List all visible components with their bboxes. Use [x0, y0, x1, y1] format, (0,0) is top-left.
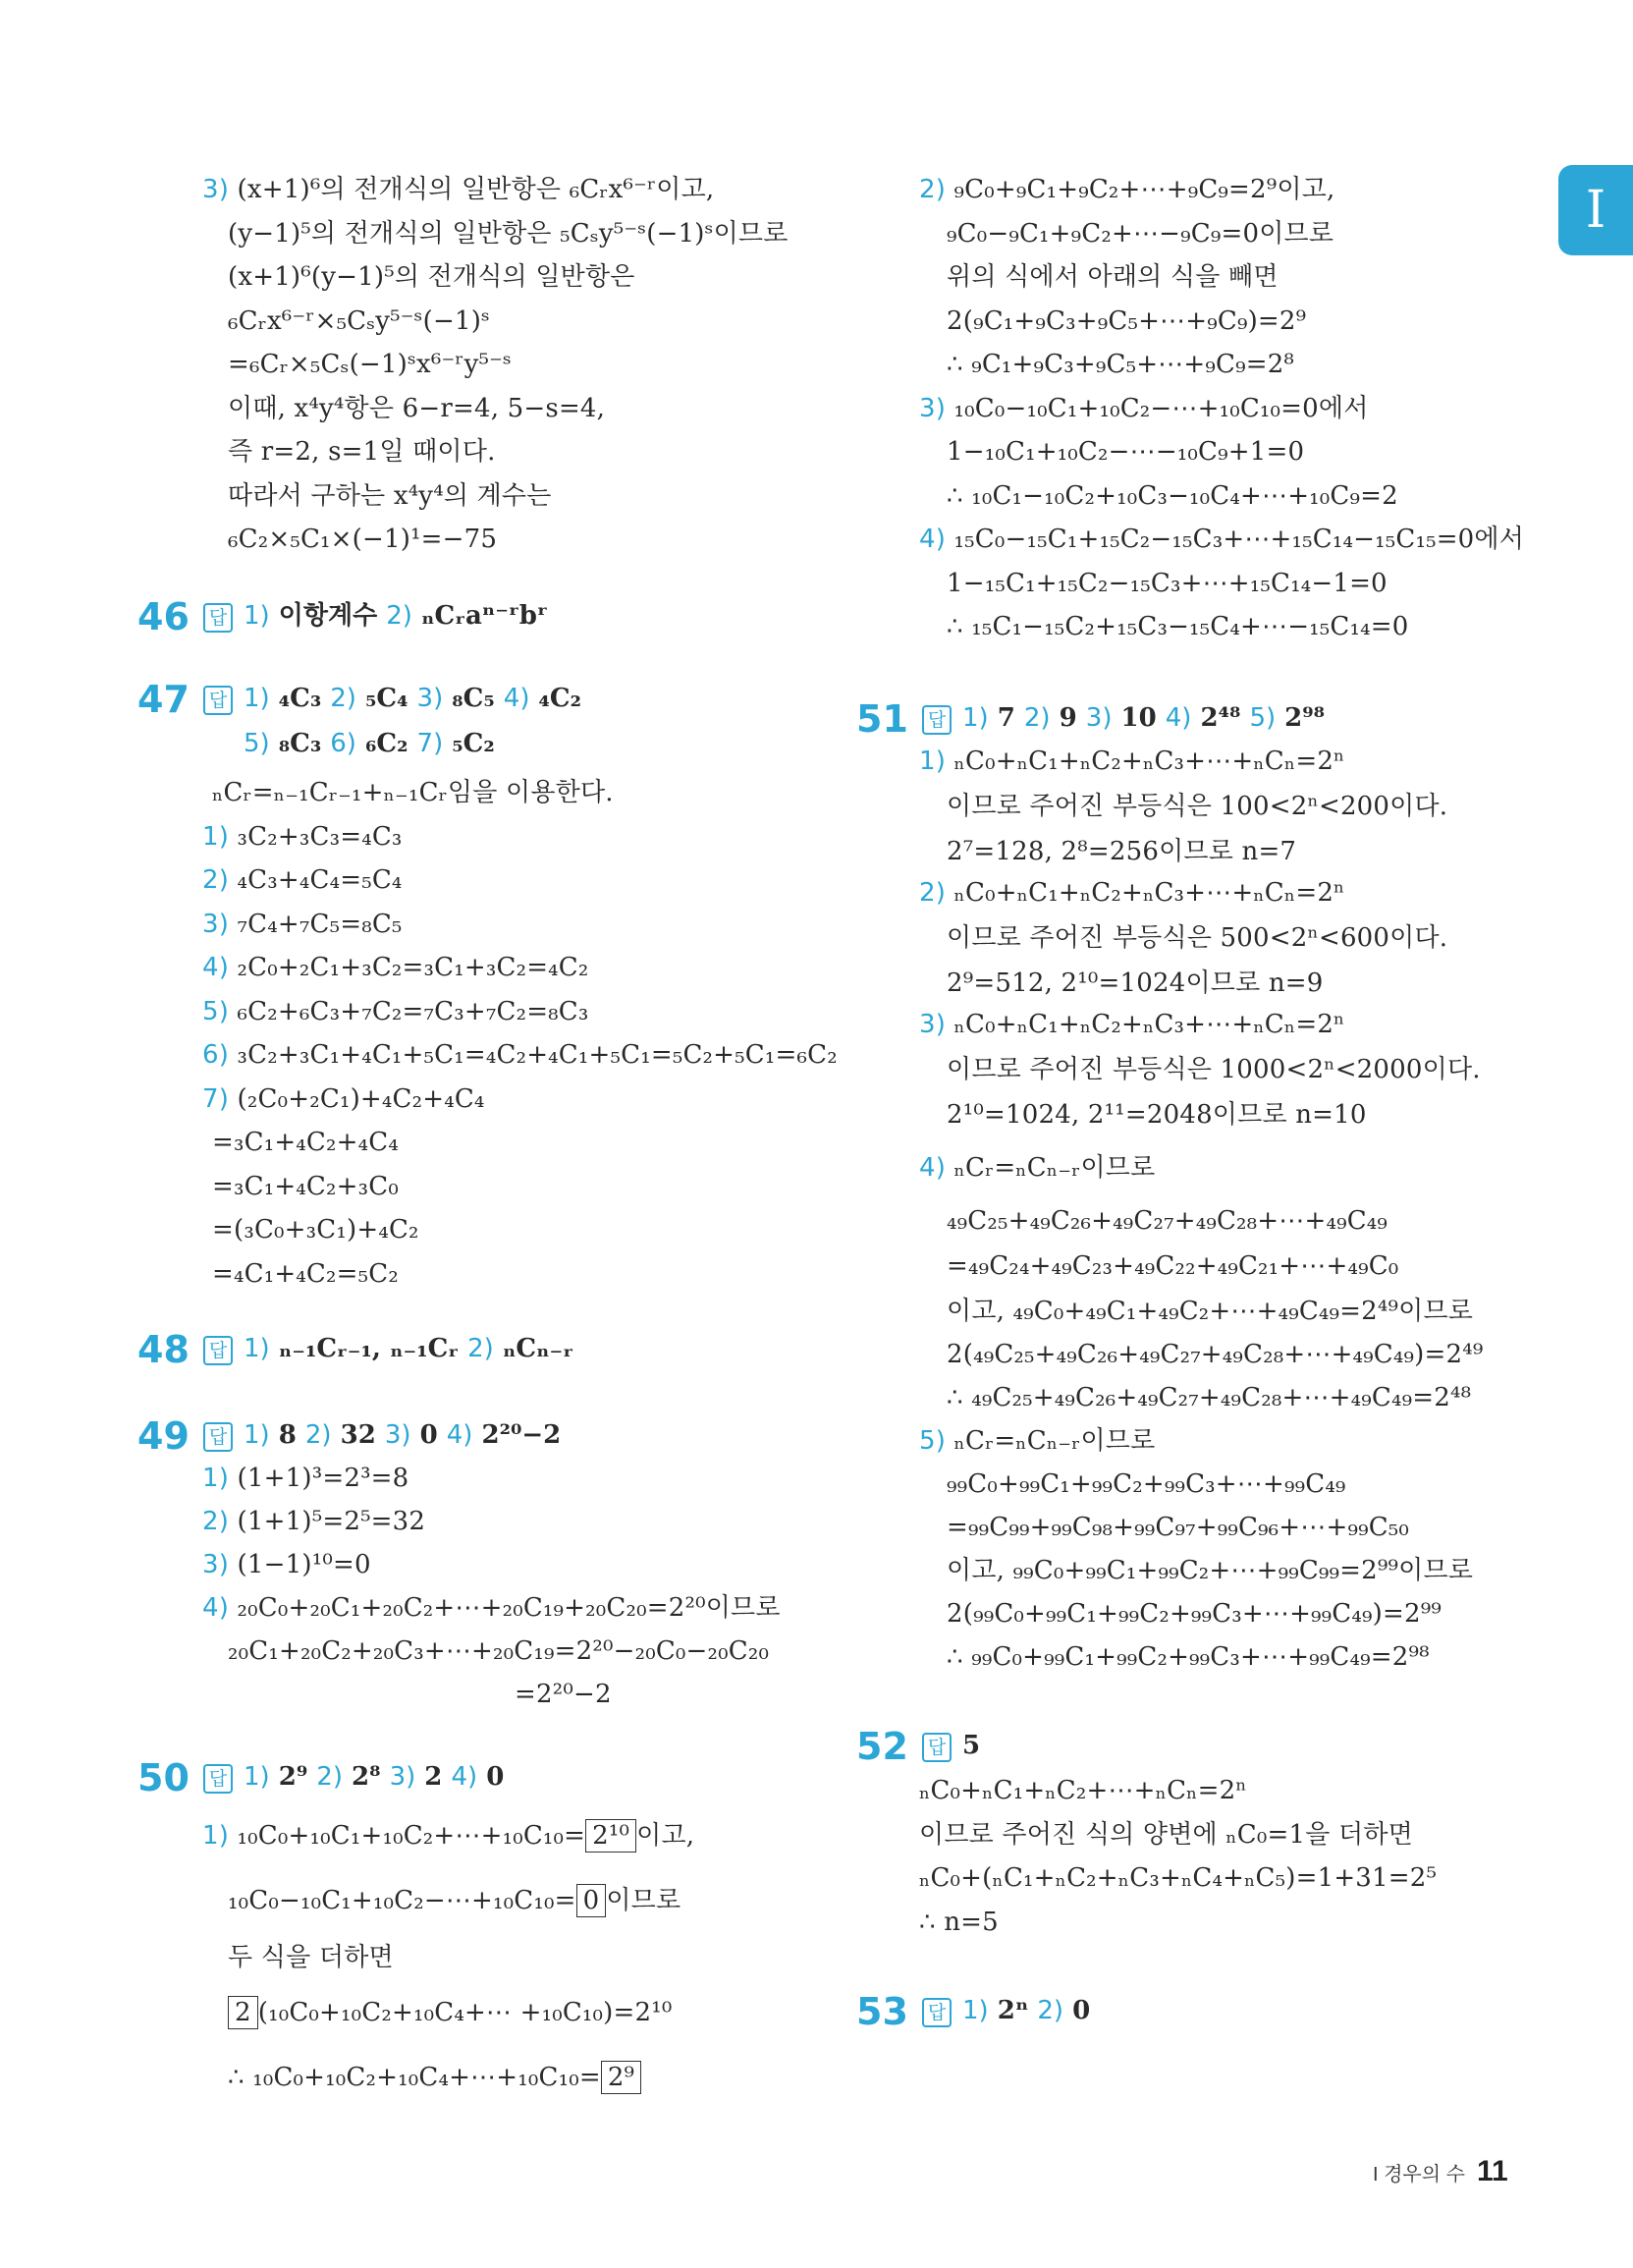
- math-text: ₆C₂×₅C₁×(−1)¹=−75: [228, 525, 498, 554]
- chapter-tab-label: I: [1585, 181, 1606, 240]
- math-text: ₂₀C₁+₂₀C₂+₂₀C₃+⋯+₂₀C₁₉=2²⁰−₂₀C₀−₂₀C₂₀: [228, 1636, 770, 1666]
- math-text: 2(₉C₁+₉C₃+₉C₅+⋯+₉C₉)=2⁹: [947, 305, 1307, 336]
- answer-box: 2¹⁰: [585, 1819, 636, 1853]
- solution-line: [947, 567, 1388, 600]
- subproblem-label: 5): [919, 1426, 947, 1456]
- subproblem-label: 1): [244, 1420, 270, 1450]
- subproblem-label: 3): [384, 1420, 411, 1450]
- solution-line: [919, 1424, 1155, 1458]
- answer-value: ₅C₂: [443, 729, 495, 758]
- answer-badge: 답: [203, 686, 233, 715]
- math-text: (1+1)⁵=2⁵=32: [229, 1507, 426, 1536]
- answer-value: 7: [988, 703, 1024, 733]
- subproblem-label: 4): [919, 525, 947, 554]
- answer-value: 2⁹: [269, 1762, 317, 1792]
- math-text: ₙCᵣ=ₙCₙ₋ᵣ이므로: [946, 1426, 1156, 1456]
- solution-line: [212, 1257, 399, 1291]
- answer-value: ₈C₅: [443, 684, 504, 713]
- math-text: 즉 r=2, s=1일 때이다.: [228, 437, 496, 467]
- math-text: ₃C₂+₃C₃=₄C₃: [229, 821, 403, 852]
- solution-line: [202, 173, 714, 206]
- answer-value: 2ⁿ: [988, 1996, 1038, 2025]
- answer-value: ₈C₃: [269, 729, 331, 758]
- math-text: ∴ ₁₀C₀+₁₀C₂+₁₀C₄+⋯+₁₀C₁₀=: [228, 2063, 601, 2092]
- answer-line: [244, 599, 548, 633]
- solution-line: [947, 479, 1398, 513]
- math-text: 2⁷=128, 2⁸=256이므로 n=7: [947, 837, 1297, 866]
- answer-value: 이항계수: [269, 601, 387, 631]
- math-text: 2¹⁰=1024, 2¹¹=2048이므로 n=10: [947, 1100, 1367, 1130]
- solution-line: [919, 1008, 1345, 1041]
- solution-line: [202, 820, 403, 854]
- answer-value: 0: [1063, 1996, 1091, 2025]
- solution-line: [947, 1554, 1473, 1587]
- subproblem-label: 1): [962, 703, 989, 733]
- math-text: =₄C₁+₄C₂=₅C₂: [212, 1258, 399, 1289]
- page-number: 11: [1476, 2155, 1508, 2187]
- solution-line: [202, 1082, 485, 1116]
- solution-line: [947, 790, 1447, 823]
- page-footer: [1373, 2155, 1508, 2188]
- math-text: ₉₉C₀+₉₉C₁+₉₉C₂+₉₉C₃+⋯+₉₉C₄₉: [947, 1469, 1346, 1499]
- math-text: =2²⁰−2: [515, 1680, 612, 1709]
- solution-line: [919, 1818, 1413, 1852]
- p50-line-1: [202, 1819, 694, 1853]
- solution-line: [947, 1295, 1473, 1328]
- problem-number-51: 51: [856, 697, 908, 741]
- footer-chapter: I 경우의 수: [1373, 2164, 1465, 2185]
- solution-line: [202, 1462, 408, 1495]
- answer-value: ₅C₄: [355, 684, 417, 713]
- math-text: 따라서 구하는 x⁴y⁴의 계수는: [228, 480, 552, 511]
- math-text: =₃C₁+₄C₂+₄C₄: [212, 1128, 399, 1157]
- solution-line: [228, 523, 497, 556]
- subproblem-label: 4): [451, 1762, 478, 1792]
- subproblem-label: 2): [330, 684, 356, 713]
- solution-line: [947, 835, 1296, 868]
- solution-line: [947, 348, 1294, 381]
- math-text: 1−₁₀C₁+₁₀C₂−⋯−₁₀C₉+1=0: [947, 437, 1305, 467]
- math-text: (1−1)¹⁰=0: [229, 1550, 371, 1579]
- solution-line: [202, 1038, 838, 1072]
- answer-line: [244, 682, 581, 715]
- answer-badge: 답: [922, 705, 952, 735]
- math-text: 위의 식에서 아래의 식을 빼면: [947, 262, 1279, 292]
- subproblem-label: 6): [330, 729, 356, 758]
- subproblem-label: 2): [1037, 1996, 1064, 2025]
- subproblem-label: 7): [416, 729, 444, 758]
- math-text: (₁₀C₀+₁₀C₂+₁₀C₄+⋯ +₁₀C₁₀)=2¹⁰: [257, 1998, 673, 2027]
- math-text: 이고, ₉₉C₀+₉₉C₁+₉₉C₂+⋯+₉₉C₉₉=2⁹⁹이므로: [947, 1556, 1474, 1585]
- math-text: ₉C₀+₉C₁+₉C₂+⋯+₉C₉=2⁹이고,: [946, 175, 1335, 204]
- solution-line: [947, 260, 1279, 294]
- math-text: ₁₀C₀+₁₀C₁+₁₀C₂+⋯+₁₀C₁₀=: [229, 1821, 586, 1851]
- subproblem-label: 5): [202, 996, 230, 1026]
- math-text: ₁₀C₀−₁₀C₁+₁₀C₂−⋯+₁₀C₁₀=: [228, 1886, 576, 1915]
- subproblem-label: 3): [919, 1010, 947, 1039]
- answer-badge: 답: [203, 1764, 233, 1794]
- solution-line: [947, 435, 1304, 469]
- subproblem-label: 4): [919, 1153, 947, 1183]
- answer-box: 2⁹: [601, 2061, 641, 2094]
- subproblem-label: 2): [1023, 703, 1051, 733]
- math-text: ₄C₃+₄C₄=₅C₄: [229, 865, 403, 895]
- solution-line: [919, 1151, 1155, 1185]
- math-text: ₁₀C₀−₁₀C₁+₁₀C₂−⋯+₁₀C₁₀=0에서: [946, 393, 1369, 423]
- solution-line: [919, 745, 1345, 778]
- answer-line: [962, 1729, 980, 1762]
- math-text: ₙC₀+ₙC₁+ₙC₂+ₙC₃+⋯+ₙCₙ=2ⁿ: [946, 747, 1345, 776]
- p50-line-5: [228, 2061, 641, 2094]
- math-text: ₂₀C₀+₂₀C₁+₂₀C₂+⋯+₂₀C₁₉+₂₀C₂₀=2²⁰이므로: [229, 1593, 781, 1623]
- problem-number-50: 50: [137, 1756, 190, 1799]
- solution-line: [202, 863, 403, 897]
- math-text: ₆C₂+₆C₃+₇C₂=₇C₃+₇C₂=₈C₃: [229, 996, 589, 1026]
- math-text: (₂C₀+₂C₁)+₄C₂+₄C₄: [229, 1083, 485, 1114]
- solution-line: [919, 1861, 1437, 1895]
- solution-line: [947, 304, 1306, 338]
- solution-line: [202, 995, 589, 1028]
- solution-line: [228, 435, 496, 469]
- answer-badge: 답: [922, 1733, 952, 1762]
- math-text: (1+1)³=2³=8: [229, 1464, 409, 1493]
- answer-badge: 답: [922, 1998, 952, 2027]
- answer-box: 0: [576, 1884, 607, 1917]
- problem-number-48: 48: [137, 1328, 190, 1371]
- solution-line: [919, 1906, 999, 1939]
- math-text: 2⁹=512, 2¹⁰=1024이므로 n=9: [947, 968, 1324, 998]
- math-text: 1−₁₅C₁+₁₅C₂−₁₅C₃+⋯+₁₅C₁₄−1=0: [947, 568, 1388, 598]
- chapter-tab: [1558, 165, 1633, 255]
- subproblem-label: 1): [202, 821, 230, 852]
- solution-line: [212, 776, 614, 809]
- answer-badge: 답: [203, 1422, 233, 1452]
- answer-line: [962, 701, 1325, 735]
- solution-line: [947, 1098, 1367, 1132]
- answer-value: 9: [1050, 703, 1086, 733]
- subproblem-label: 4): [503, 684, 530, 713]
- subproblem-label: 3): [1085, 703, 1113, 733]
- solution-line: [212, 1126, 399, 1159]
- solution-line: [202, 1591, 781, 1625]
- solution-line: [947, 1053, 1481, 1086]
- subproblem-label: 1): [244, 1334, 270, 1363]
- problem-number-52: 52: [856, 1725, 908, 1768]
- answer-box: 2: [228, 1996, 258, 2029]
- answer-line: [962, 1994, 1090, 2027]
- solution-line: [228, 217, 789, 250]
- answer-value: 32: [331, 1420, 385, 1450]
- solution-line: [947, 1511, 1409, 1544]
- math-text: ₙC₀+(ₙC₁+ₙC₂+ₙC₃+ₙC₄+ₙC₅)=1+31=2⁵: [919, 1863, 1438, 1893]
- solution-line: [202, 1505, 425, 1538]
- math-text: (y−1)⁵의 전개식의 일반항은 ₅Cₛy⁵⁻ˢ(−1)ˢ이므로: [228, 218, 789, 249]
- math-text: ∴ ₄₉C₂₅+₄₉C₂₆+₄₉C₂₇+₄₉C₂₈+⋯+₄₉C₄₉=2⁴⁸: [947, 1383, 1472, 1412]
- answer-value: ₄C₃: [269, 684, 331, 713]
- solution-line: [228, 479, 552, 513]
- subproblem-label: 7): [202, 1083, 230, 1114]
- subproblem-label: 5): [244, 729, 270, 758]
- subproblem-label: 3): [389, 1762, 416, 1792]
- math-text: 이므로 주어진 부등식은 100<2ⁿ<200이다.: [947, 792, 1448, 821]
- subproblem-label: 2): [202, 865, 230, 895]
- answer-line: [244, 1418, 561, 1452]
- math-text: 이때, x⁴y⁴항은 6−r=4, 5−s=4,: [228, 393, 606, 423]
- answer-value: 2⁹⁸: [1276, 703, 1326, 733]
- subproblem-label: 2): [467, 1334, 494, 1363]
- subproblem-label: 6): [202, 1040, 230, 1070]
- solution-line: [919, 392, 1369, 425]
- solution-line: [947, 967, 1324, 1000]
- subproblem-label: 1): [919, 747, 947, 776]
- answer-value: 2: [415, 1762, 452, 1792]
- answer-value: 10: [1112, 703, 1166, 733]
- solution-line: [228, 348, 512, 381]
- answer-value: 5: [962, 1731, 981, 1760]
- answer-value: ₙ₋₁Cᵣ₋₁, ₙ₋₁Cᵣ: [269, 1334, 468, 1363]
- answer-value: ₄C₂: [529, 684, 582, 713]
- answer-value: 2²⁰−2: [472, 1420, 562, 1450]
- problem-number-46: 46: [137, 595, 190, 638]
- answer-badge: 답: [203, 603, 233, 633]
- solution-line: [228, 392, 605, 425]
- answer-value: 2⁴⁸: [1191, 703, 1250, 733]
- problem-number-47: 47: [137, 678, 190, 721]
- subproblem-label: 1): [244, 1762, 270, 1792]
- solution-line: [228, 260, 635, 294]
- subproblem-label: 4): [1165, 703, 1192, 733]
- subproblem-label: 2): [202, 1507, 230, 1536]
- math-text: 이고,: [636, 1821, 695, 1851]
- math-text: =₃C₁+₄C₂+₃C₀: [212, 1171, 399, 1201]
- math-text: ∴ ₁₅C₁−₁₅C₂+₁₅C₃−₁₅C₄+⋯−₁₅C₁₄=0: [947, 612, 1409, 641]
- p50-line-2: [228, 1884, 680, 1917]
- math-text: 2(₉₉C₀+₉₉C₁+₉₉C₂+₉₉C₃+⋯+₉₉C₄₉)=2⁹⁹: [947, 1599, 1442, 1629]
- subproblem-label: 2): [316, 1762, 343, 1792]
- math-text: =₆Cᵣ×₅Cₛ(−1)ˢx⁶⁻ʳy⁵⁻ˢ: [228, 350, 512, 379]
- solution-line: [212, 1213, 419, 1246]
- solution-line: [947, 1640, 1430, 1674]
- subproblem-label: 3): [919, 393, 947, 423]
- answer-value: ₆C₂: [355, 729, 417, 758]
- answer-badge: 답: [203, 1336, 233, 1365]
- subproblem-label: 2): [919, 175, 947, 204]
- subproblem-label: 2): [304, 1420, 332, 1450]
- math-text: ₆Cᵣx⁶⁻ʳ×₅Cₛy⁵⁻ˢ(−1)ˢ: [228, 305, 491, 336]
- solution-line: [228, 304, 490, 338]
- math-text: (x+1)⁶(y−1)⁵의 전개식의 일반항은: [228, 262, 635, 292]
- math-text: 2(₄₉C₂₅+₄₉C₂₆+₄₉C₂₇+₄₉C₂₈+⋯+₄₉C₄₉)=2⁴⁹: [947, 1340, 1484, 1369]
- math-text: ∴ ₉₉C₀+₉₉C₁+₉₉C₂+₉₉C₃+⋯+₉₉C₄₉=2⁹⁸: [947, 1642, 1430, 1672]
- solution-line: [947, 1338, 1483, 1371]
- answer-value: 2⁸: [342, 1762, 390, 1792]
- math-text: ₙC₀+ₙC₁+ₙC₂+ₙC₃+⋯+ₙCₙ=2ⁿ: [946, 878, 1345, 908]
- math-text: ∴ n=5: [919, 1907, 999, 1937]
- subproblem-label: 4): [202, 953, 230, 982]
- subproblem-label: 2): [386, 601, 412, 631]
- math-text: 이므로 주어진 부등식은 1000<2ⁿ<2000이다.: [947, 1055, 1481, 1084]
- subproblem-label: 5): [1249, 703, 1277, 733]
- subproblem-label: 3): [202, 1550, 230, 1579]
- answer-line: [244, 1332, 573, 1365]
- solution-line: [947, 1381, 1471, 1414]
- solution-line: [919, 1774, 1247, 1807]
- math-text: =₄₉C₂₄+₄₉C₂₃+₄₉C₂₂+₄₉C₂₁+⋯+₄₉C₀: [947, 1251, 1399, 1281]
- solution-line: [202, 908, 403, 941]
- solution-line: [919, 876, 1345, 910]
- solution-line: [947, 1249, 1398, 1283]
- solution-line: [919, 523, 1524, 556]
- subproblem-label: 3): [416, 684, 444, 713]
- math-text: =₉₉C₉₉+₉₉C₉₈+₉₉C₉₇+₉₉C₉₆+⋯+₉₉C₅₀: [947, 1513, 1410, 1542]
- problem-number-53: 53: [856, 1990, 908, 2033]
- math-text: 이므로 주어진 부등식은 500<2ⁿ<600이다.: [947, 923, 1448, 953]
- p50-line-3: 두 식을 더하면: [228, 1943, 394, 1972]
- solution-line: [228, 1634, 769, 1668]
- solution-line: [919, 173, 1335, 206]
- math-text: =(₃C₀+₃C₁)+₄C₂: [212, 1215, 419, 1245]
- math-text: ₁₅C₀−₁₅C₁+₁₅C₂−₁₅C₃+⋯+₁₅C₁₄−₁₅C₁₅=0에서: [946, 525, 1525, 554]
- subproblem-label: 2): [919, 878, 947, 908]
- answer-line: [244, 727, 495, 760]
- math-text: ₙC₀+ₙC₁+ₙC₂+⋯+ₙCₙ=2ⁿ: [919, 1776, 1247, 1805]
- answer-line: [244, 1760, 504, 1794]
- math-text: ₂C₀+₂C₁+₃C₂=₃C₁+₃C₂=₄C₂: [229, 953, 589, 982]
- solution-line: [202, 1548, 371, 1581]
- subproblem-label: 1): [244, 684, 270, 713]
- solution-line: [947, 1204, 1388, 1238]
- subproblem-label: 1): [202, 1821, 230, 1851]
- math-text: 이므로: [606, 1886, 681, 1915]
- answer-value: 0: [477, 1762, 505, 1792]
- answer-value: ₙCₙ₋ᵣ: [493, 1334, 574, 1363]
- subproblem-label: 1): [244, 601, 270, 631]
- subproblem-label: 1): [202, 1464, 230, 1493]
- math-text: 이고, ₄₉C₀+₄₉C₁+₄₉C₂+⋯+₄₉C₄₉=2⁴⁹이므로: [947, 1297, 1474, 1326]
- math-text: ∴ ₁₀C₁−₁₀C₂+₁₀C₃−₁₀C₄+⋯+₁₀C₉=2: [947, 480, 1398, 511]
- subproblem-label: 3): [202, 175, 230, 204]
- math-text: ₙC₀+ₙC₁+ₙC₂+ₙC₃+⋯+ₙCₙ=2ⁿ: [946, 1010, 1345, 1039]
- answer-value: 0: [410, 1420, 447, 1450]
- math-text: (x+1)⁶의 전개식의 일반항은 ₆Cᵣx⁶⁻ʳ이고,: [229, 175, 715, 204]
- subproblem-label: 4): [446, 1420, 473, 1450]
- solution-line: [947, 1597, 1442, 1631]
- solution-line: [515, 1678, 612, 1711]
- answer-value: ₙCᵣaⁿ⁻ʳbʳ: [411, 601, 548, 631]
- solution-line: [947, 1467, 1346, 1501]
- math-text: 이므로 주어진 식의 양변에 ₙC₀=1을 더하면: [919, 1819, 1413, 1850]
- math-text: ₉C₀−₉C₁+₉C₂+⋯−₉C₉=0이므로: [947, 218, 1334, 249]
- subproblem-label: 1): [962, 1996, 989, 2025]
- solution-line: [947, 610, 1409, 643]
- solution-line: [947, 921, 1447, 955]
- solution-line: [202, 951, 589, 984]
- math-text: ₃C₂+₃C₁+₄C₁+₅C₁=₄C₂+₄C₁+₅C₁=₅C₂+₅C₁=₆C₂: [229, 1040, 838, 1070]
- math-text: ₙCᵣ=ₙ₋₁Cᵣ₋₁+ₙ₋₁Cᵣ임을 이용한다.: [212, 778, 614, 807]
- solution-line: [212, 1170, 399, 1203]
- math-text: ₙCᵣ=ₙCₙ₋ᵣ이므로: [946, 1153, 1156, 1183]
- solution-line: [947, 217, 1334, 250]
- p50-line-4: [228, 1996, 673, 2029]
- answer-value: 8: [269, 1420, 305, 1450]
- math-text: ₄₉C₂₅+₄₉C₂₆+₄₉C₂₇+₄₉C₂₈+⋯+₄₉C₄₉: [947, 1206, 1388, 1236]
- subproblem-label: 3): [202, 909, 230, 939]
- math-text: ∴ ₉C₁+₉C₃+₉C₅+⋯+₉C₉=2⁸: [947, 350, 1295, 379]
- subproblem-label: 4): [202, 1593, 230, 1623]
- math-text: ₇C₄+₇C₅=₈C₅: [229, 909, 403, 939]
- problem-number-49: 49: [137, 1414, 190, 1458]
